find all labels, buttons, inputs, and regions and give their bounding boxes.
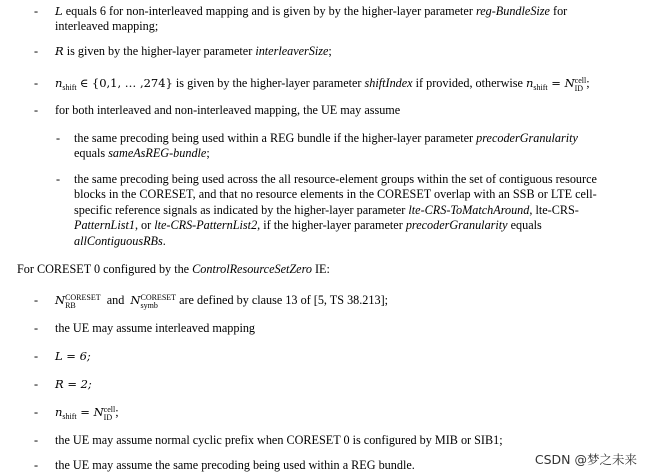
paragraph-normal-cp: the UE may assume normal cyclic prefix when CORESET 0 is configured by MIB or SIB1; (55, 433, 503, 447)
watermark-text: CSDN @梦之未来 (534, 452, 637, 467)
symbol-l: L (55, 4, 63, 18)
section-heading-coreset0: For CORESET 0 configured by the ControlResourceSetZero IE: (17, 262, 330, 276)
bullet-dash: - (34, 4, 39, 18)
paragraph-same-precoding-all: the same precoding being used across the all resource-element groups within the set of contiguous resource blocks in the CORESET, and that no resource elements in the CORESET overlap with an SSB or LTE cell- specific reference signals as indicated by the higher-layer parameter lte-CRS-ToMatchAround, lte-CRS- PatternList1, or lte-CRS-PatternList2, if the higher-layer parameter precoderGranularity equals allContiguousRBs. (74, 172, 597, 248)
param-interleaversize: interleaverSize (255, 44, 329, 58)
bullet-dash: - (34, 349, 39, 363)
paragraph-same-reg-bundle: the UE may assume the same precoding being used within a REG bundle. (55, 458, 415, 472)
paragraph-coreset-defined: NCORESET RB and NCORESET symb are defined by clause 13 of [5, TS 38.213]; (55, 293, 389, 310)
paragraph-l-6: L = 6; (55, 349, 91, 363)
paragraph-nshift: $n_{shift}$ ∈ {0,1, … ,274} is given by the higher-layer parameter shiftIndex if provided, otherwise $n_{shift}$ = Ncell ID ; (55, 76, 590, 93)
bullet-dash: - (34, 293, 39, 307)
bullet-dash: - (34, 377, 39, 391)
bullet-dash: - (34, 44, 39, 58)
paragraph-r-given: R is given by the higher-layer parameter interleaverSize; (55, 44, 332, 58)
paragraph-interleaved-mapping: the UE may assume interleaved mapping (55, 321, 256, 335)
bullet-dash: - (56, 172, 61, 186)
bullet-dash: - (34, 433, 39, 447)
param-shiftindex: shiftIndex (364, 76, 413, 90)
paragraph-nshift-cell: $n_{shift}$ = Ncell ID ; (55, 405, 119, 422)
paragraph-both-mappings: for both interleaved and non-interleaved mapping, the UE may assume (55, 103, 401, 117)
paragraph-r-2: R = 2; (55, 377, 92, 391)
bullet-dash: - (34, 321, 39, 335)
bullet-dash: - (34, 458, 39, 472)
bullet-dash: - (34, 103, 39, 117)
bullet-dash: - (34, 405, 39, 419)
param-reg-bundlesize: reg-BundleSize (475, 4, 550, 18)
bullet-dash: - (34, 76, 39, 90)
paragraph-same-precoding-bundle: the same precoding being used within a REG bundle if the higher-layer parameter precoderGranularity equals sameAsREG-bundle; (74, 131, 578, 160)
bullet-dash: - (56, 131, 61, 145)
paragraph-l-equals: L equals 6 for non-interleaved mapping and is given by by the higher-layer parameter reg-BundleSize for interleaved mapping; (55, 4, 568, 33)
